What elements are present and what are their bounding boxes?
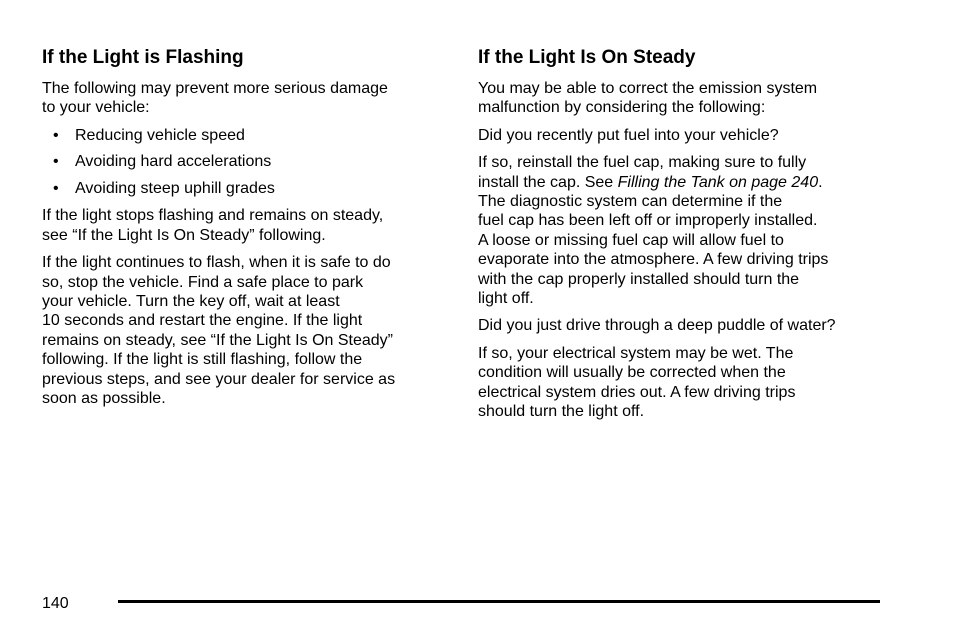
answer-water — [478, 344, 878, 422]
text-line: following. If the light is still flashing, follow the — [42, 351, 363, 369]
steady-intro — [478, 79, 878, 118]
text-line: electrical system dries out. A few driving trips — [478, 383, 796, 401]
text-line: . — [818, 173, 823, 191]
text-line: to your vehicle: — [42, 99, 150, 117]
text-line: 10 seconds and restart the engine. If the light — [42, 312, 363, 330]
text-line: You may be able to correct the emission system — [478, 80, 818, 97]
text-line: A loose or missing fuel cap will allow fuel to — [478, 231, 784, 249]
question-fuel: Did you recently put fuel into your vehicle? — [478, 126, 779, 144]
text-line: so, stop the vehicle. Find a safe place to park — [42, 273, 364, 291]
list-item-text: Reducing vehicle speed — [75, 126, 245, 144]
footer-rule — [118, 600, 880, 603]
text-line: The following may prevent more serious damage — [42, 80, 388, 97]
question-water: Did you just drive through a deep puddle of water? — [478, 317, 836, 335]
flashing-intro — [42, 79, 442, 118]
text-line: install the cap. See — [478, 173, 618, 191]
text-line: If so, reinstall the fuel cap, making sure to fully — [478, 154, 807, 172]
left-column — [42, 46, 442, 416]
flashing-paragraph-1 — [42, 206, 442, 245]
text-line: soon as possible. — [42, 390, 166, 408]
text-line: should turn the light off. — [478, 403, 645, 421]
list-item — [42, 152, 442, 171]
section-heading-steady: If the Light Is On Steady — [478, 47, 696, 68]
text-line: evaporate into the atmosphere. A few driving trips — [478, 251, 829, 269]
list-item-text: Avoiding hard accelerations — [75, 153, 272, 171]
flashing-paragraph-2 — [42, 253, 442, 408]
list-item — [42, 126, 442, 145]
text-line: If so, your electrical system may be wet. The — [478, 344, 794, 362]
text-line: malfunction by considering the following: — [478, 99, 766, 117]
text-line: with the cap properly installed should turn the — [478, 270, 800, 288]
text-line: condition will usually be corrected when the — [478, 364, 786, 382]
text-line: If the light continues to flash, when it is safe to do — [42, 254, 391, 272]
cross-reference: Filling the Tank on page 240 — [617, 173, 819, 191]
list-item — [42, 179, 442, 198]
text-line: light off. — [478, 290, 534, 308]
text-line: remains on steady, see “If the Light Is On Steady” — [42, 331, 393, 349]
page-number: 140 — [42, 595, 69, 612]
right-column — [478, 46, 878, 430]
text-line: fuel cap has been left off or improperly installed. — [478, 212, 818, 230]
list-item-text: Avoiding steep uphill grades — [75, 180, 275, 197]
section-heading-flashing: If the Light is Flashing — [42, 47, 244, 68]
bullet-icon: • — [53, 153, 59, 171]
text-line: previous steps, and see your dealer for service as — [42, 370, 396, 388]
answer-fuel — [478, 153, 878, 308]
text-line: your vehicle. Turn the key off, wait at least — [42, 293, 340, 311]
text-line: The diagnostic system can determine if the — [478, 193, 783, 211]
text-line: If the light stops flashing and remains on steady, — [42, 207, 384, 225]
text-line: see “If the Light Is On Steady” following. — [42, 226, 326, 244]
bullet-icon: • — [53, 180, 59, 197]
precaution-list — [42, 126, 442, 199]
bullet-icon: • — [53, 126, 59, 144]
